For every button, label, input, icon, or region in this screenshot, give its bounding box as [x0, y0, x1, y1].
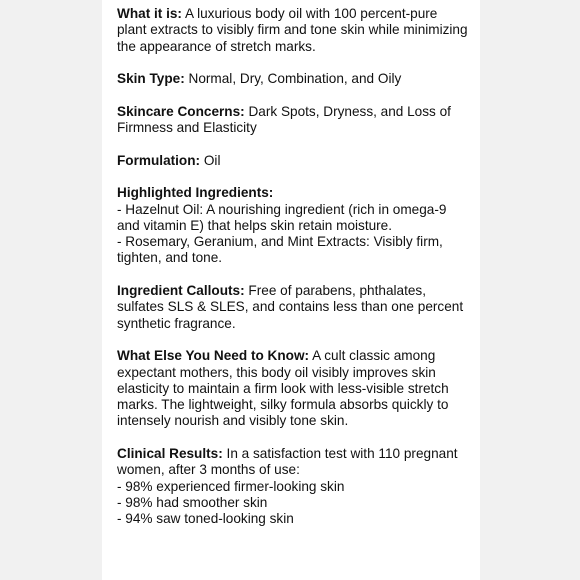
- clinical-results-text: In a satisfaction test with 110 pregnant women, after 3 months of use:: [117, 446, 458, 478]
- clinical-results-label: Clinical Results:: [117, 446, 223, 462]
- ingredient-callouts-label: Ingredient Callouts:: [117, 283, 245, 299]
- what-else-text: A cult classic among expectant mothers, this body oil visibly improves skin elasticity to maintain a firm look with less-visible stretch marks. The lightweight, silky formula absorbs quickly to intensely nourish and visibly tone skin.: [117, 348, 449, 429]
- skincare-concerns-label: Skincare Concerns:: [117, 103, 245, 119]
- formulation-label: Formulation:: [117, 152, 201, 168]
- skincare-concerns-text: Dark Spots, Dryness, and Loss of Firmness and Elasticity: [117, 103, 451, 136]
- what-it-is-label: What it is:: [117, 6, 182, 21]
- what-else-label: What Else You Need to Know:: [117, 348, 310, 364]
- clinical-result-item: - 98% had smoother skin: [117, 494, 268, 510]
- what-else-section: [117, 348, 469, 429]
- highlighted-ingredients-label: Highlighted Ingredients:: [117, 185, 274, 201]
- product-description: [117, 6, 469, 544]
- skin-type-section: [117, 71, 469, 87]
- clinical-result-item: - 98% experienced firmer-looking skin: [117, 478, 345, 494]
- clinical-result-item: - 94% saw toned-looking skin: [117, 511, 294, 527]
- skin-type-text: Normal, Dry, Combination, and Oily: [188, 71, 402, 87]
- ingredient-callouts-section: [117, 283, 469, 332]
- ingredient-callouts-text: Free of parabens, phthalates, sulfates SLS & SLES, and contains less than one percent synthetic fragrance.: [117, 283, 464, 331]
- highlighted-ingredients-section: [117, 185, 469, 266]
- ingredient-hazelnut-oil: - Hazelnut Oil: A nourishing ingredient (rich in omega-9 and vitamin E) that helps skin retain moisture.: [117, 201, 447, 233]
- ingredient-plant-extracts: - Rosemary, Geranium, and Mint Extracts: Visibly firm, tighten, and tone.: [117, 234, 443, 266]
- skincare-concerns-section: [117, 104, 469, 137]
- clinical-results-section: [117, 446, 469, 527]
- formulation-text: Oil: [203, 152, 221, 168]
- what-it-is-text: A luxurious body oil with 100 percent-pure plant extracts to visibly firm and tone skin while minimizing the appearance of stretch marks.: [117, 6, 468, 54]
- formulation-section: [117, 153, 469, 169]
- what-it-is-section: [117, 6, 469, 55]
- skin-type-label: Skin Type:: [117, 71, 185, 87]
